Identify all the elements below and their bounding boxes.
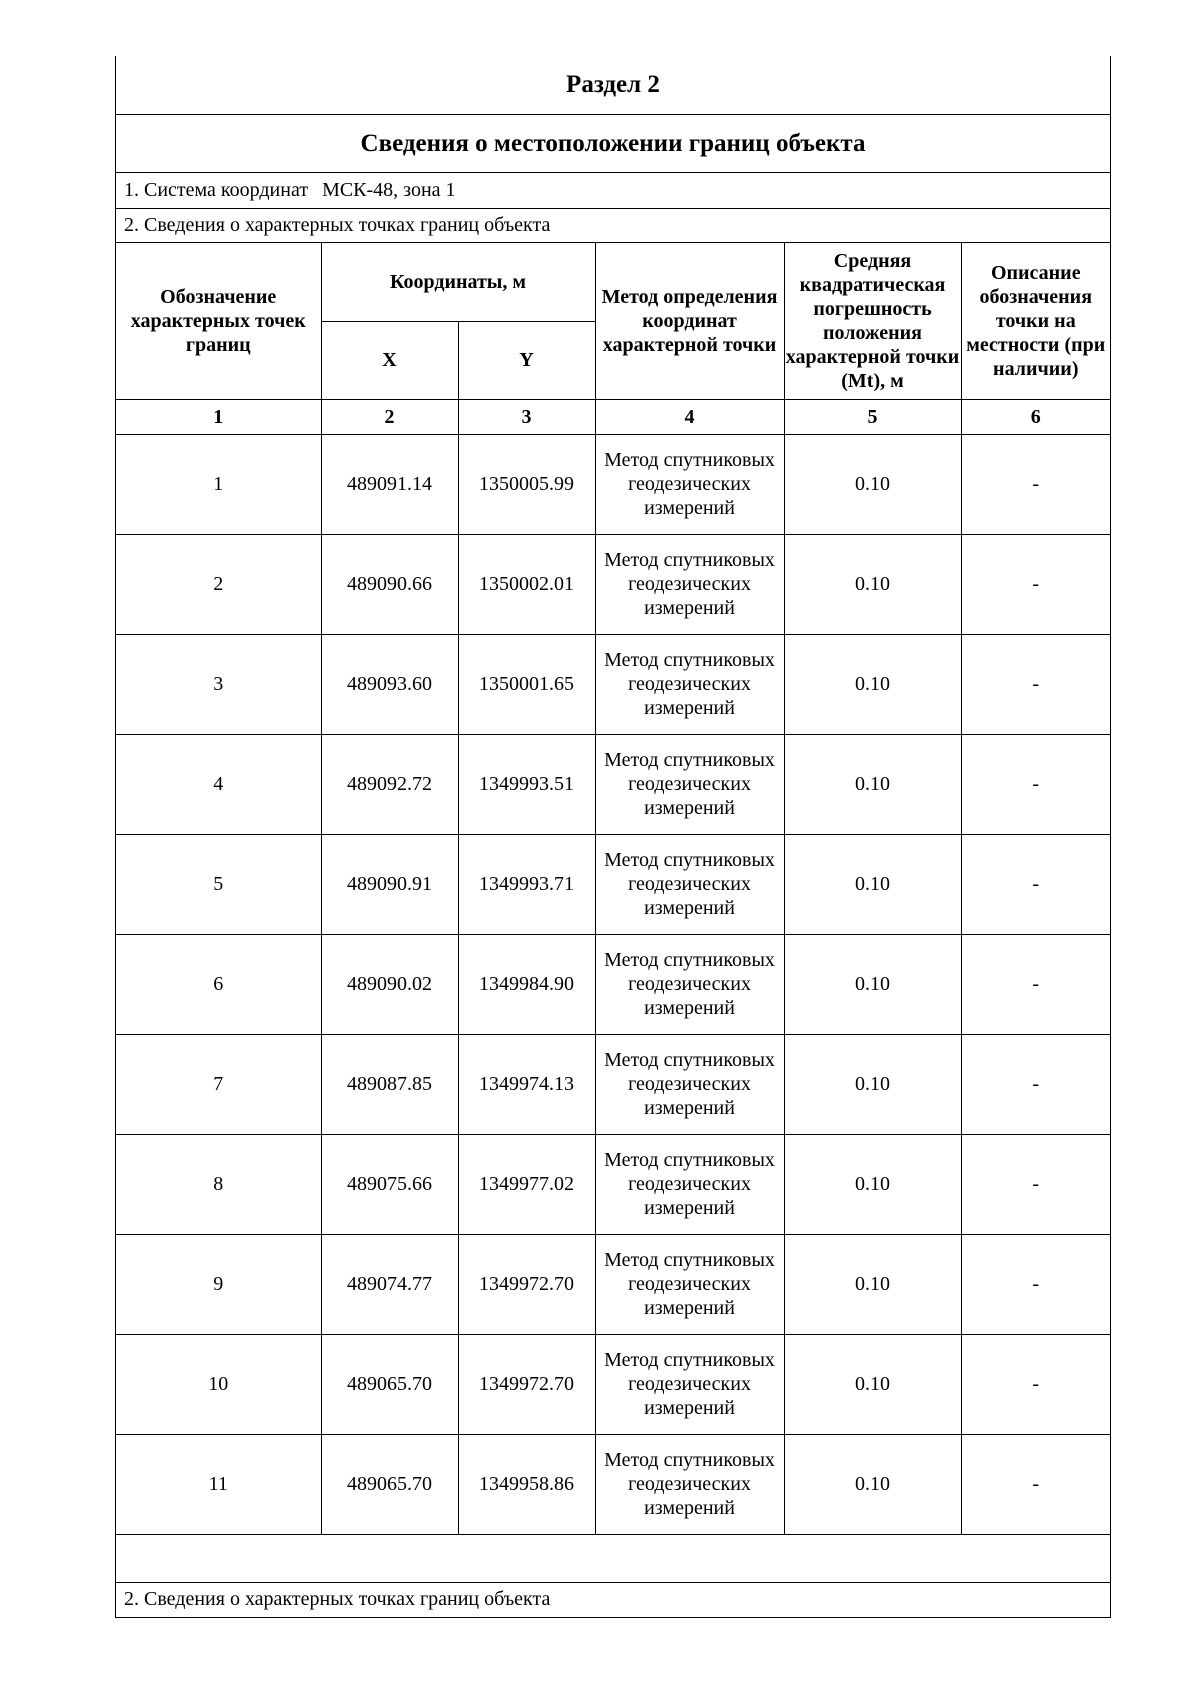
table-row [116, 1434, 1110, 1534]
table-row [116, 534, 1110, 634]
method-cell: Метод спутниковых геодезических измерений [595, 1034, 784, 1134]
description-cell: - [961, 1034, 1110, 1134]
point-number: 10 [116, 1334, 321, 1434]
header-y: Y [458, 321, 595, 399]
coord-y: 1349972.70 [458, 1234, 595, 1334]
coord-y: 1349958.86 [458, 1434, 595, 1534]
description-cell: - [961, 1334, 1110, 1434]
coord-x: 489074.77 [321, 1234, 458, 1334]
coord-y: 1349993.51 [458, 734, 595, 834]
method-cell: Метод спутниковых геодезических измерений [595, 1234, 784, 1334]
coord-x: 489091.14 [321, 434, 458, 534]
column-number: 6 [961, 399, 1110, 434]
method-cell: Метод спутниковых геодезических измерений [595, 1434, 784, 1534]
coord-x: 489093.60 [321, 634, 458, 734]
empty-row [116, 1535, 1110, 1583]
point-number: 8 [116, 1134, 321, 1234]
error-cell: 0.10 [784, 1434, 961, 1534]
description-cell: - [961, 434, 1110, 534]
table-row [116, 734, 1110, 834]
coord-x: 489092.72 [321, 734, 458, 834]
method-cell: Метод спутниковых геодезических измерений [595, 1134, 784, 1234]
error-cell: 0.10 [784, 934, 961, 1034]
error-cell: 0.10 [784, 1234, 961, 1334]
table-row [116, 934, 1110, 1034]
point-number: 11 [116, 1434, 321, 1534]
point-number: 3 [116, 634, 321, 734]
method-cell: Метод спутниковых геодезических измерений [595, 634, 784, 734]
point-number: 4 [116, 734, 321, 834]
error-cell: 0.10 [784, 1334, 961, 1434]
coord-y: 1350005.99 [458, 434, 595, 534]
method-cell: Метод спутниковых геодезических измерений [595, 834, 784, 934]
coord-system-label: 1. Система координат [124, 179, 309, 201]
coord-x: 489087.85 [321, 1034, 458, 1134]
column-number: 2 [321, 399, 458, 434]
coord-system-value: МСК-48, зона 1 [322, 179, 456, 201]
method-cell: Метод спутниковых геодезических измерений [595, 934, 784, 1034]
description-cell: - [961, 1434, 1110, 1534]
section-subtitle: Сведения о местоположении границ объекта [116, 115, 1110, 173]
coord-x: 489065.70 [321, 1434, 458, 1534]
header-method: Метод определения координат характерной точки [595, 243, 784, 399]
method-cell: Метод спутниковых геодезических измерений [595, 534, 784, 634]
description-cell: - [961, 1234, 1110, 1334]
coord-y: 1350002.01 [458, 534, 595, 634]
description-cell: - [961, 634, 1110, 734]
column-number: 4 [595, 399, 784, 434]
point-number: 6 [116, 934, 321, 1034]
coord-x: 489090.02 [321, 934, 458, 1034]
coord-x: 489075.66 [321, 1134, 458, 1234]
error-cell: 0.10 [784, 534, 961, 634]
error-cell: 0.10 [784, 434, 961, 534]
description-cell: - [961, 834, 1110, 934]
point-number: 7 [116, 1034, 321, 1134]
header-description: Описание обозначения точки на местности (при наличии) [961, 243, 1110, 399]
method-cell: Метод спутниковых геодезических измерений [595, 1334, 784, 1434]
point-number: 2 [116, 534, 321, 634]
coord-x: 489090.66 [321, 534, 458, 634]
method-cell: Метод спутниковых геодезических измерений [595, 434, 784, 534]
point-number: 5 [116, 834, 321, 934]
coord-y: 1350001.65 [458, 634, 595, 734]
table-row [116, 634, 1110, 734]
column-number: 1 [116, 399, 321, 434]
error-cell: 0.10 [784, 634, 961, 734]
table-row [116, 1234, 1110, 1334]
coord-y: 1349972.70 [458, 1334, 595, 1434]
description-cell: - [961, 734, 1110, 834]
error-cell: 0.10 [784, 1034, 961, 1134]
column-number: 3 [458, 399, 595, 434]
method-cell: Метод спутниковых геодезических измерений [595, 734, 784, 834]
error-cell: 0.10 [784, 734, 961, 834]
description-cell: - [961, 1134, 1110, 1234]
table-row [116, 434, 1110, 534]
coord-y: 1349977.02 [458, 1134, 595, 1234]
document-section [115, 56, 1111, 1618]
coord-y: 1349993.71 [458, 834, 595, 934]
error-cell: 0.10 [784, 1134, 961, 1234]
point-number: 9 [116, 1234, 321, 1334]
coord-x: 489065.70 [321, 1334, 458, 1434]
description-cell: - [961, 934, 1110, 1034]
header-error: Средняя квадратическая погрешность положения характерной точки (Mt), м [784, 243, 961, 399]
table-row [116, 1134, 1110, 1234]
table-row [116, 1334, 1110, 1434]
section-title: Раздел 2 [116, 56, 1110, 115]
column-numbers-row [116, 399, 1110, 434]
header-point: Обозначение характерных точек границ [116, 243, 321, 399]
coord-y: 1349974.13 [458, 1034, 595, 1134]
error-cell: 0.10 [784, 834, 961, 934]
coord-system-line [116, 173, 1110, 209]
footer-caption: 2. Сведения о характерных точках границ объекта [124, 1588, 551, 1610]
table-row [116, 1034, 1110, 1134]
points-caption: 2. Сведения о характерных точках границ объекта [116, 209, 1110, 243]
description-cell: - [961, 534, 1110, 634]
header-x: X [321, 321, 458, 399]
point-number: 1 [116, 434, 321, 534]
points-table [116, 243, 1110, 1535]
header-coords: Координаты, м [321, 243, 595, 321]
table-row [116, 834, 1110, 934]
column-number: 5 [784, 399, 961, 434]
coord-y: 1349984.90 [458, 934, 595, 1034]
coord-x: 489090.91 [321, 834, 458, 934]
